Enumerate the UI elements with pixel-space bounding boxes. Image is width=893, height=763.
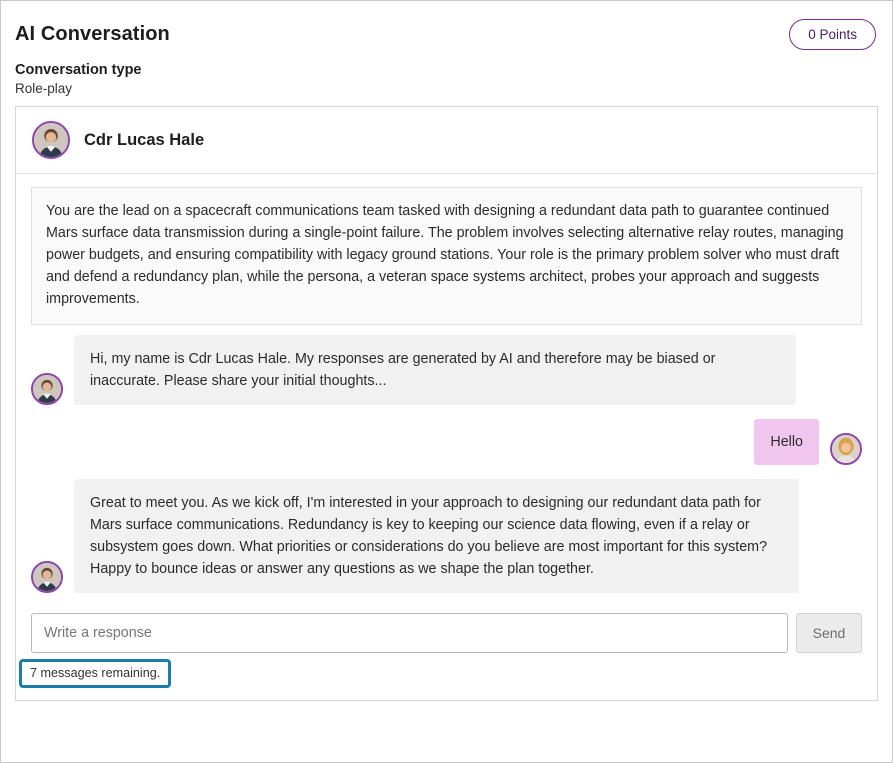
- persona-name: Cdr Lucas Hale: [84, 130, 205, 149]
- user-avatar-icon: [830, 433, 862, 465]
- conversation-type-section: [1, 60, 892, 106]
- points-badge: 0 Points: [789, 19, 876, 50]
- message-list: [16, 331, 877, 593]
- messages-remaining-status[interactable]: 7 messages remaining.: [19, 659, 171, 688]
- list-item: [31, 419, 862, 465]
- message-bubble-ai: Hi, my name is Cdr Lucas Hale. My responses are generated by AI and therefore may be biased or inaccurate. Please share your initial thoughts...: [74, 335, 796, 405]
- status-area: [16, 657, 877, 700]
- conversation-card: [15, 106, 878, 701]
- message-bubble-user: Hello: [754, 419, 819, 465]
- page-title: AI Conversation: [15, 23, 170, 45]
- ai-avatar-icon: [31, 373, 63, 405]
- response-input[interactable]: [31, 613, 788, 653]
- send-button[interactable]: Send: [796, 613, 862, 653]
- scenario-text: You are the lead on a spacecraft communications team tasked with designing a redundant data path to guarantee continued Mars surface data transmission during a single-point failure. The problem involves selecting alternative relay routes, managing power budgets, and ensuring compatibility with legacy ground stations. Your role is the primary problem solver who must draft and defend a redundancy plan, while the persona, a veteran space systems architect, probes your approach and suggests improvements.: [31, 187, 862, 325]
- conversation-type-value: Role-play: [15, 81, 73, 96]
- list-item: [31, 479, 862, 593]
- persona-header: [16, 107, 877, 174]
- page-header: [1, 1, 892, 60]
- ai-avatar-icon: [31, 561, 63, 593]
- list-item: [31, 335, 862, 405]
- composer: [16, 607, 877, 657]
- persona-avatar-icon: [32, 121, 70, 159]
- message-bubble-ai: Great to meet you. As we kick off, I'm interested in your approach to designing our redundant data path for Mars surface communications. Redundancy is key to keeping our science data flowing, even if a relay or subsystem goes down. What priorities or considerations do you believe are most important for this system? Happy to bounce ideas or answer any questions as we shape the plan together.: [74, 479, 799, 593]
- conversation-type-label: Conversation type: [15, 62, 142, 78]
